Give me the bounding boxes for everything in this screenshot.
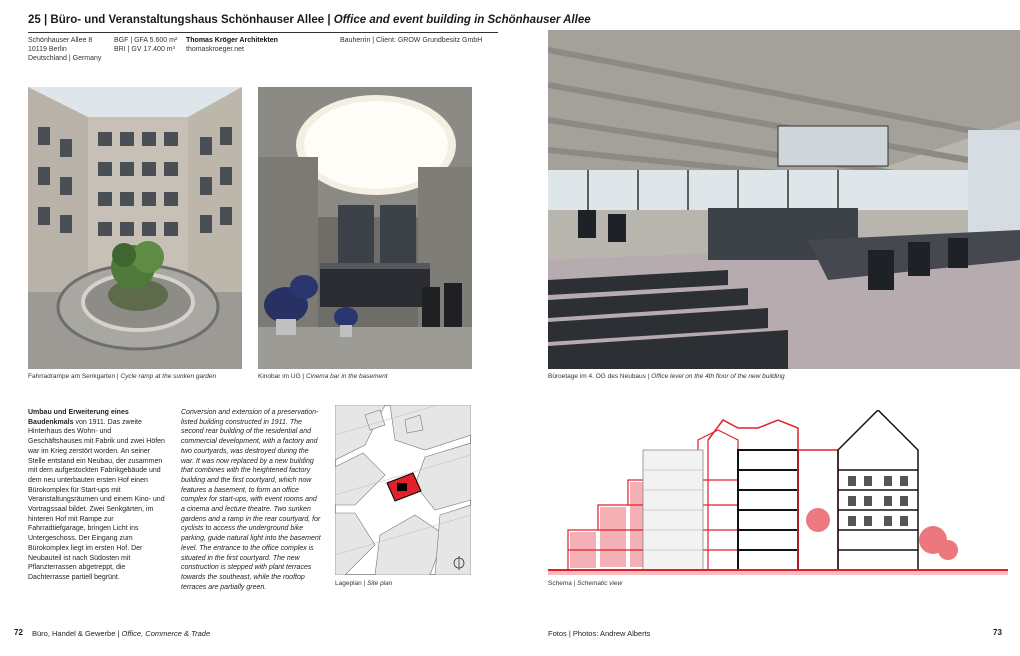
photo-cycle-ramp [28,87,242,369]
photo3-caption: Büroetage im 4. OG des Neubaus | Office level on the 4th floor of the new building [548,373,785,380]
photo-office-floor [548,30,1020,369]
photo2-caption: Kinobar im UG | Cinema bar in the basement [258,373,388,380]
area-block: BGF | GFA 5.600 m² BRI | GV 17.400 m³ [114,37,178,53]
page-number-left: 72 [14,628,23,637]
site-plan [335,405,471,575]
photo-credit: Fotos | Photos: Andrew Alberts [548,629,651,638]
client-block: Bauherrin | Client: GROW Grundbesitz GmbH [340,37,483,44]
address-block: Schönhauser Allee 8 10119 Berlin Deutschland | Germany [28,37,102,62]
page-title: 25 | Büro- und Veranstaltungshaus Schönhauser Allee | Office and event building in Schönhauser Allee [28,14,591,26]
siteplan-caption: Lageplan | Site plan [335,580,393,587]
architect-block: Thomas Kröger Architekten thomaskroeger.net [186,37,278,53]
schematic-view [548,410,1008,575]
photo1-caption: Fahrradrampe am Senkgarten | Cycle ramp at the sunken garden [28,373,217,380]
photo-cinema-bar [258,87,472,369]
body-text-german: Umbau und Erweiterung eines Baudenkmals von 1911. Das zweite Hinterhaus des Wohn- und Geschäftshauses mit Fabrik und zwei Höfen war im Krieg zerstört worden. An seiner Stelle entstand ein Neubau, der zusammen mit dem aufgestockten Fabrikgebäude und dem neu unterbauten ersten Hof einen Bürokomplex für Start-ups mit Veranstaltungsräumen und einem Kino- und Vortragssaal bildet. Zwei Senkgärten, im hinteren Hof mit Rampe zur Fahrradtiefgarage, bringen Licht ins Untergeschoss. Der Eingang zum Bürokomplex liegt im ersten Hof. Der Neubauteil ist nach Südosten mit Pflanzterrassen abgetreppt, die Dachterrasse partiell begrünt. [28,409,165,581]
page-number-right: 73 [993,628,1002,637]
schema-caption: Schema | Schematic view [548,580,623,587]
section-footer: Büro, Handel & Gewerbe | Office, Commerce & Trade [32,629,211,638]
body-text-english: Conversion and extension of a preservation-listed building constructed in 1911. The second rear building of the residential and commercial development, with a factory and two courtyards, was destroyed during the war. It was now replaced by a new building that combines with the heightened factory building and the first courtyard, which now features a basement, to form an office complex for start-ups, with event rooms and a cinema and lecture theatre. Two sunken gardens and a ramp in the rear courtyard, for cyclists to access the underground bike parking, guide natural light into the basement level. The entrance to the office complex is situated in the first courtyard. The new construction is stepped with plant terraces towards the southeast, while the rooftop terraces are partially green. [181,409,321,591]
title-rule [28,32,498,33]
